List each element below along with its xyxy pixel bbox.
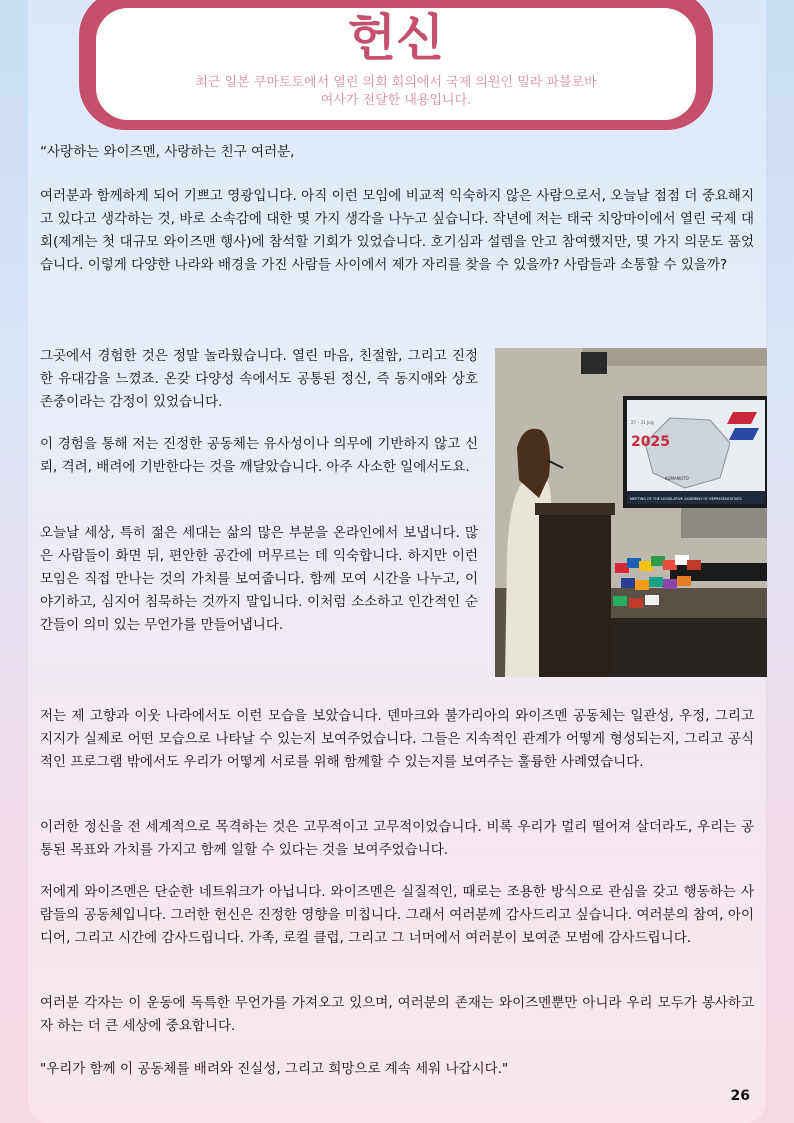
closing-quote: "우리가 함께 이 공동체를 배려와 진실성, 그리고 희망으로 계속 세워 나갑시다." [40,1061,509,1077]
page-subtitle [140,74,652,110]
each-of-you-paragraph: 여러분 각자는 이 운동에 독특한 무언가를 가져오고 있으며, 여러분의 존재는 와이즈멘뿐만 아니라 우리 모두가 봉사하고자 하는 더 큰 세상에 중요합니다. [40,995,754,1034]
screen-year: 2025 [631,434,670,450]
screen-city: KUMAMOTO [665,476,689,481]
greeting: “사랑하는 와이즈멘, 사랑하는 친구 여러분, [40,144,295,160]
column-paragraph-2: 이 경험을 통해 저는 진정한 공동체는 유사성이나 의무에 기반하지 않고 신뢰, 격려, 배려에 기반한다는 것을 깨달았습니다. 아주 사소한 일에서도요. [40,436,478,475]
screen-dates: 27 – 31 July [631,420,655,425]
page-number: 26 [730,1088,750,1104]
lectern [539,508,611,677]
intro-paragraph: 여러분과 함께하게 되어 기쁘고 영광입니다. 아직 이런 모임에 비교적 익숙하지 않은 사람으로서, 오늘날 점점 더 중요해지고 있다고 생각하는 것, 바로 소속감에 대한 몇 가지 생각을 나누고 싶습니다. 작년에 저는 태국 치앙마이에서 열린 국제 대회(제게는 첫 대규모 와이즈맨 행사)에 참석할 기회가 있었습니다. 호기심과 설렘을 안고 참여했지만, 몇 가지 의문도 품었습니다. 이렇게 다양한 나라와 배경을 가진 사람들 사이에서 제가 자리를 찾을 수 있을까? 사람들과 소통할 수 있을까? [40,188,754,273]
speaker-photo [495,348,767,677]
speaker-photo-illustration [495,348,767,677]
column-paragraph-3: 오늘날 세상, 특히 젊은 세대는 삶의 많은 부분을 온라인에서 보냅니다. 많은 사람들이 화면 뒤, 편안한 공간에 머무르는 데 익숙합니다. 하지만 이런 모임은 직접 만나는 것의 가치를 보여줍니다. 함께 모여 시간을 나누고, 이야기하고, 심지어 침묵하는 것까지 말입니다. 이처럼 소소하고 인간적인 순간들이 의미 있는 무언가를 만들어냅니다. [40,525,478,633]
speaker-box-icon [581,352,607,374]
subtitle-line-1: 최근 일본 쿠마토토에서 열린 의회 회의에서 국제 의원인 밀라 파블로바 [195,75,597,90]
worldwide-paragraph: 이러한 정신을 전 세계적으로 목격하는 것은 고무적이고 고무적이었습니다. 비록 우리가 멀리 떨어져 살더라도, 우리는 공통된 목표와 가치를 가지고 함께 일할 수 있다는 것을 보여주었습니다. [40,819,754,858]
page-title: 헌신 [347,9,445,67]
denmark-paragraph: 저는 제 고향과 이웃 나라에서도 이런 모습을 보았습니다. 덴마크와 불가리아의 와이즈멘 공동체는 일관성, 우정, 그리고 지지가 실제로 어떤 모습으로 나타날 수 있는지 보여주었습니다. 그들은 지속적인 관계가 어떻게 형성되는지, 그리고 공식적인 프로그램 밖에서도 우리가 어떻게 서로를 위해 함께할 수 있는지를 보여주는 훌륭한 사례였습니다. [40,708,754,770]
subtitle-line-2: 여사가 전달한 내용입니다. [320,93,472,108]
network-paragraph: 저에게 와이즈멘은 단순한 네트워크가 아닙니다. 와이즈멘은 실질적인, 때로는 조용한 방식으로 관심을 갖고 행동하는 사람들의 공동체입니다. 그러한 헌신은 진정한 영향을 미칩니다. 그래서 여러분께 감사드리고 싶습니다. 여러분의 참여, 아이디어, 그리고 시간에 감사드립니다. 가족, 로컬 클럽, 그리고 그 너머에서 여러분이 보여준 모범에 감사드립니다. [40,884,754,946]
screen-caption: MEETING OF THE LEGISLATIVE ASSEMBLY OF REPRESENTATIVES [630,497,742,501]
column-paragraph-1: 그곳에서 경험한 것은 정말 놀라웠습니다. 열린 마음, 친절함, 그리고 진정한 유대감을 느꼈죠. 온갖 다양성 속에서도 공통된 정신, 즉 동지애와 상호 존중이라는 감정이 있었습니다. [40,348,478,410]
